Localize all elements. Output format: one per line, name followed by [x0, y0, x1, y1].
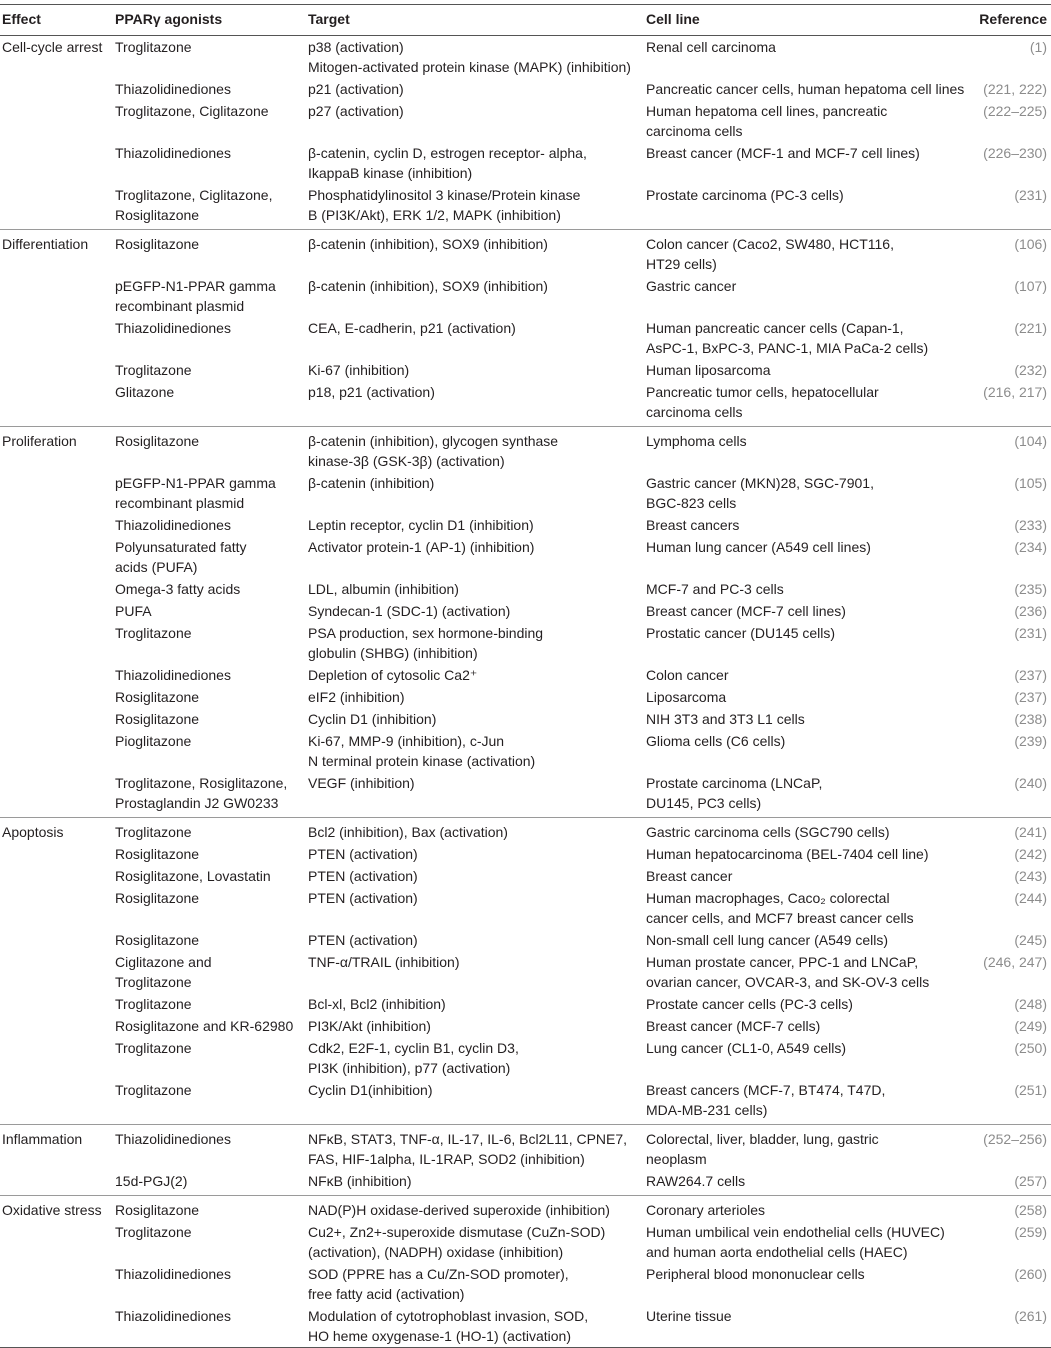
cell-line-cell: Prostate cancer cells (PC-3 cells): [646, 996, 853, 1012]
reference-cell: (232): [1014, 362, 1047, 378]
effect-cell: [0, 536, 115, 578]
effect-cell: [0, 514, 115, 536]
reference-cell: (244): [1014, 890, 1047, 906]
agonist-cell: Pioglitazone: [115, 733, 192, 749]
target-cell: Bcl2 (inhibition), Bax (activation): [308, 818, 646, 844]
cell-line-cell: Breast cancer: [646, 868, 733, 884]
reference-cell: (258): [976, 1196, 1051, 1222]
agonist-cell: Rosiglitazone and KR-62980: [115, 1018, 294, 1034]
effect-cell: [0, 600, 115, 622]
target-cell: p27 (activation): [308, 103, 404, 119]
table-row: [0, 951, 1051, 993]
effect-cell: Oxidative stress: [0, 1196, 115, 1222]
effect-cell: [0, 1037, 115, 1079]
cell-line-cell: Colon cancer: [646, 667, 729, 683]
reference-cell: (250): [1014, 1040, 1047, 1056]
agonist-cell: Thiazolidinediones: [115, 81, 231, 97]
target-cell: VEGF (inhibition): [308, 775, 415, 791]
effect-cell: [0, 686, 115, 708]
table-body: [0, 36, 1051, 1348]
cell-line-cell: Breast cancer (MCF-7 cell lines): [646, 603, 846, 619]
table-row: [0, 772, 1051, 818]
header-agonists: PPARγ agonists: [115, 5, 308, 36]
table-row: [0, 708, 1051, 730]
cell-line-cell: Non-small cell lung cancer (A549 cells): [646, 932, 888, 948]
reference-cell: (231): [1014, 625, 1047, 641]
effect-cell: [0, 381, 115, 427]
table-row: [0, 1037, 1051, 1079]
table-row: [0, 730, 1051, 772]
table-row: [0, 184, 1051, 230]
header-reference: Reference: [976, 5, 1051, 36]
table-row: [0, 275, 1051, 317]
reference-cell: (221, 222): [983, 81, 1047, 97]
cell-line-cell: Prostate carcinoma (PC-3 cells): [646, 187, 844, 203]
effect-cell: [0, 142, 115, 184]
cell-line-cell: RAW264.7 cells: [646, 1173, 746, 1189]
effect-cell: [0, 843, 115, 865]
agonist-cell: Troglitazone, Ciglitazone, Rosiglitazone: [115, 187, 273, 223]
effect-cell: [0, 993, 115, 1015]
cell-line-cell: Glioma cells (C6 cells): [646, 733, 786, 749]
target-cell: Bcl-xl, Bcl2 (inhibition): [308, 996, 446, 1012]
target-cell: NFκB, STAT3, TNF-α, IL-17, IL-6, Bcl2L11, CPNE7, FAS, HIF-1alpha, IL-1RAP, SOD2 (inhibition): [308, 1125, 646, 1171]
table-row: [0, 600, 1051, 622]
agonist-cell: Thiazolidinediones: [115, 320, 231, 336]
cell-line-cell: Breast cancers: [646, 517, 740, 533]
table-header-row: [0, 5, 1051, 36]
cell-line-cell: Prostate carcinoma (LNCaP, DU145, PC3 cells): [646, 775, 823, 811]
agonist-cell: Rosiglitazone: [115, 689, 200, 705]
reference-cell: (105): [1014, 475, 1047, 491]
table-row: [0, 514, 1051, 536]
table-row: [0, 1305, 1051, 1348]
effect-cell: [0, 1263, 115, 1305]
effect-cell: [0, 1015, 115, 1037]
agonist-cell: Troglitazone: [115, 39, 192, 55]
cell-line-cell: Peripheral blood mononuclear cells: [646, 1266, 865, 1282]
agonist-cell: 15d-PGJ(2): [115, 1173, 188, 1189]
agonist-cell: Rosiglitazone: [115, 427, 308, 473]
header-effect: Effect: [0, 5, 115, 36]
cell-line-cell: Human macrophages, Caco₂ colorectal cancer cells, and MCF7 breast cancer cells: [646, 890, 914, 926]
cell-line-cell: Human hepatoma cell lines, pancreatic carcinoma cells: [646, 103, 888, 139]
table-row: [0, 142, 1051, 184]
cell-line-cell: MCF-7 and PC-3 cells: [646, 581, 784, 597]
cell-line-cell: Renal cell carcinoma: [646, 39, 776, 55]
effect-cell: Differentiation: [0, 230, 115, 276]
effect-cell: [0, 472, 115, 514]
cell-line-cell: Gastric cancer: [646, 278, 737, 294]
reference-cell: (259): [1014, 1224, 1047, 1240]
table-row: [0, 1263, 1051, 1305]
target-cell: β-catenin (inhibition), SOX9 (inhibition): [308, 230, 646, 276]
reference-cell: (246, 247): [983, 954, 1047, 970]
agonist-cell: pEGFP-N1-PPAR gamma recombinant plasmid: [115, 475, 276, 511]
ppar-agonists-table: [0, 4, 1051, 1348]
cell-line-cell: Lymphoma cells: [646, 427, 976, 473]
effect-cell: [0, 275, 115, 317]
reference-cell: (237): [1014, 667, 1047, 683]
effect-cell: [0, 1170, 115, 1196]
reference-cell: (261): [976, 1305, 1051, 1348]
target-cell: β-catenin (inhibition): [308, 475, 435, 491]
target-cell: β-catenin, cyclin D, estrogen receptor- alpha, IkappaB kinase (inhibition): [308, 145, 587, 181]
reference-cell: (236): [1014, 603, 1047, 619]
target-cell: Cdk2, E2F-1, cyclin B1, cyclin D3, PI3K (inhibition), p77 (activation): [308, 1040, 519, 1076]
target-cell: PTEN (activation): [308, 846, 418, 862]
table-row: [0, 472, 1051, 514]
agonist-cell: PUFA: [115, 603, 152, 619]
reference-cell: (243): [1014, 868, 1047, 884]
target-cell: β-catenin (inhibition), glycogen synthase kinase-3β (GSK-3β) (activation): [308, 427, 646, 473]
effect-cell: [0, 78, 115, 100]
table-row: [0, 578, 1051, 600]
table-row: [0, 359, 1051, 381]
agonist-cell: Glitazone: [115, 384, 175, 400]
target-cell: eIF2 (inhibition): [308, 689, 405, 705]
reference-cell: (221): [1014, 320, 1047, 336]
reference-cell: (257): [1014, 1173, 1047, 1189]
header-target: Target: [308, 5, 646, 36]
agonist-cell: Rosiglitazone: [115, 230, 308, 276]
cell-line-cell: Pancreatic tumor cells, hepatocellular carcinoma cells: [646, 384, 879, 420]
agonist-cell: Polyunsaturated fatty acids (PUFA): [115, 539, 247, 575]
agonist-cell: Rosiglitazone: [115, 711, 200, 727]
target-cell: p18, p21 (activation): [308, 384, 435, 400]
cell-line-cell: Human prostate cancer, PPC-1 and LNCaP, ovarian cancer, OVCAR-3, and SK-OV-3 cells: [646, 954, 930, 990]
table-row: [0, 929, 1051, 951]
table-row: [0, 865, 1051, 887]
reference-cell: (107): [1014, 278, 1047, 294]
reference-cell: (106): [976, 230, 1051, 276]
table-row: [0, 230, 1051, 276]
table-row: [0, 78, 1051, 100]
target-cell: Cu2+, Zn2+-superoxide dismutase (CuZn-SOD) (activation), (NADPH) oxidase (inhibition): [308, 1224, 606, 1260]
table-row: [0, 36, 1051, 79]
target-cell: CEA, E-cadherin, p21 (activation): [308, 320, 516, 336]
agonist-cell: Thiazolidinediones: [115, 667, 231, 683]
target-cell: Ki-67 (inhibition): [308, 362, 410, 378]
effect-cell: [0, 951, 115, 993]
effect-cell: [0, 359, 115, 381]
table-row: [0, 1079, 1051, 1125]
target-cell: p21 (activation): [308, 81, 404, 97]
table-row: [0, 536, 1051, 578]
reference-cell: (234): [1014, 539, 1047, 555]
target-cell: β-catenin (inhibition), SOX9 (inhibition): [308, 278, 548, 294]
effect-cell: Cell-cycle arrest: [2, 39, 103, 55]
agonist-cell: Thiazolidinediones: [115, 1305, 308, 1348]
table-row: [0, 843, 1051, 865]
cell-line-cell: Breast cancer (MCF-7 cells): [646, 1018, 821, 1034]
effect-cell: [0, 664, 115, 686]
reference-cell: (239): [1014, 733, 1047, 749]
effect-cell: Apoptosis: [0, 818, 115, 844]
reference-cell: (245): [1014, 932, 1047, 948]
effect-cell: [0, 184, 115, 230]
reference-cell: (249): [1014, 1018, 1047, 1034]
agonist-cell: Rosiglitazone: [115, 846, 200, 862]
agonist-cell: Troglitazone: [115, 625, 192, 641]
effect-cell: [0, 865, 115, 887]
agonist-cell: pEGFP-N1-PPAR gamma recombinant plasmid: [115, 278, 276, 314]
agonist-cell: Thiazolidinediones: [115, 145, 231, 161]
reference-cell: (1): [1029, 39, 1047, 55]
agonist-cell: Rosiglitazone: [115, 1196, 308, 1222]
target-cell: Cyclin D1 (inhibition): [308, 711, 437, 727]
table-row: [0, 1125, 1051, 1171]
agonist-cell: Troglitazone, Ciglitazone: [115, 103, 269, 119]
target-cell: Cyclin D1(inhibition): [308, 1082, 433, 1098]
target-cell: PTEN (activation): [308, 868, 418, 884]
cell-line-cell: Pancreatic cancer cells, human hepatoma cell lines: [646, 81, 965, 97]
agonist-cell: Thiazolidinediones: [115, 1266, 231, 1282]
reference-cell: (248): [1014, 996, 1047, 1012]
table-row: [0, 622, 1051, 664]
target-cell: PTEN (activation): [308, 890, 418, 906]
target-cell: TNF-α/TRAIL (inhibition): [308, 954, 460, 970]
reference-cell: (240): [1014, 775, 1047, 791]
target-cell: Depletion of cytosolic Ca2⁺: [308, 667, 478, 683]
cell-line-cell: Human pancreatic cancer cells (Capan-1, AsPC-1, BxPC-3, PANC-1, MIA PaCa-2 cells): [646, 320, 929, 356]
cell-line-cell: NIH 3T3 and 3T3 L1 cells: [646, 711, 805, 727]
agonist-cell: Troglitazone: [115, 1224, 192, 1240]
cell-line-cell: Gastric carcinoma cells (SGC790 cells): [646, 818, 976, 844]
table-row: [0, 686, 1051, 708]
target-cell: Ki-67, MMP-9 (inhibition), c-Jun N terminal protein kinase (activation): [308, 733, 536, 769]
effect-cell: [0, 578, 115, 600]
effect-cell: [0, 1305, 115, 1348]
table-row: [0, 427, 1051, 473]
effect-cell: [0, 1079, 115, 1125]
effect-cell: [0, 622, 115, 664]
effect-cell: [0, 887, 115, 929]
table-row: [0, 100, 1051, 142]
agonist-cell: Thiazolidinediones: [115, 1125, 308, 1171]
effect-cell: [0, 929, 115, 951]
cell-line-cell: Human liposarcoma: [646, 362, 771, 378]
agonist-cell: Ciglitazone and Troglitazone: [115, 954, 212, 990]
effect-cell: [0, 317, 115, 359]
reference-cell: (231): [1014, 187, 1047, 203]
target-cell: Leptin receptor, cyclin D1 (inhibition): [308, 517, 534, 533]
table-row: [0, 1196, 1051, 1222]
reference-cell: (233): [1014, 517, 1047, 533]
reference-cell: (238): [1014, 711, 1047, 727]
effect-cell: [0, 708, 115, 730]
target-cell: Modulation of cytotrophoblast invasion, SOD, HO heme oxygenase-1 (HO-1) (activation): [308, 1305, 646, 1348]
cell-line-cell: Human umbilical vein endothelial cells (HUVEC) and human aorta endothelial cells (HAEC): [646, 1224, 945, 1260]
agonist-cell: Troglitazone: [115, 818, 308, 844]
target-cell: LDL, albumin (inhibition): [308, 581, 459, 597]
target-cell: Phosphatidylinositol 3 kinase/Protein kinase B (PI3K/Akt), ERK 1/2, MAPK (inhibition): [308, 187, 581, 223]
target-cell: NAD(P)H oxidase-derived superoxide (inhibition): [308, 1196, 646, 1222]
reference-cell: (252–256): [976, 1125, 1051, 1171]
agonist-cell: Rosiglitazone: [115, 890, 200, 906]
agonist-cell: Troglitazone: [115, 1082, 192, 1098]
target-cell: Syndecan-1 (SDC-1) (activation): [308, 603, 511, 619]
table-row: [0, 993, 1051, 1015]
table-row: [0, 381, 1051, 427]
table-row: [0, 664, 1051, 686]
reference-cell: (237): [1014, 689, 1047, 705]
table-row: [0, 1015, 1051, 1037]
effect-cell: [0, 730, 115, 772]
agonist-cell: Troglitazone, Rosiglitazone, Prostaglandin J2 GW0233: [115, 775, 288, 811]
table-row: [0, 1221, 1051, 1263]
reference-cell: (251): [1014, 1082, 1047, 1098]
cell-line-cell: Lung cancer (CL1-0, A549 cells): [646, 1040, 846, 1056]
target-cell: NFκB (inhibition): [308, 1173, 412, 1189]
cell-line-cell: Breast cancer (MCF-1 and MCF-7 cell lines): [646, 145, 920, 161]
cell-line-cell: Breast cancers (MCF-7, BT474, T47D, MDA-MB-231 cells): [646, 1082, 886, 1118]
reference-cell: (226–230): [983, 145, 1047, 161]
effect-cell: Inflammation: [0, 1125, 115, 1171]
reference-cell: (222–225): [983, 103, 1047, 119]
reference-cell: (260): [1014, 1266, 1047, 1282]
reference-cell: (242): [1014, 846, 1047, 862]
target-cell: PI3K/Akt (inhibition): [308, 1018, 431, 1034]
cell-line-cell: Prostatic cancer (DU145 cells): [646, 625, 836, 641]
cell-line-cell: Colorectal, liver, bladder, lung, gastric neoplasm: [646, 1125, 976, 1171]
cell-line-cell: Human lung cancer (A549 cell lines): [646, 539, 871, 555]
table-row: [0, 1170, 1051, 1196]
cell-line-cell: Colon cancer (Caco2, SW480, HCT116, HT29 cells): [646, 230, 976, 276]
agonist-cell: Thiazolidinediones: [115, 517, 231, 533]
header-cell-line: Cell line: [646, 5, 976, 36]
reference-cell: (216, 217): [983, 384, 1047, 400]
effect-cell: [0, 772, 115, 818]
reference-cell: (104): [976, 427, 1051, 473]
cell-line-cell: Gastric cancer (MKN)28, SGC-7901, BGC-823 cells: [646, 475, 874, 511]
reference-cell: (235): [1014, 581, 1047, 597]
target-cell: PTEN (activation): [308, 932, 418, 948]
cell-line-cell: Uterine tissue: [646, 1305, 976, 1348]
agonist-cell: Omega-3 fatty acids: [115, 581, 241, 597]
table-row: [0, 887, 1051, 929]
cell-line-cell: Liposarcoma: [646, 689, 727, 705]
effect-cell: [0, 100, 115, 142]
effect-cell: [0, 1221, 115, 1263]
reference-cell: (241): [976, 818, 1051, 844]
agonist-cell: Troglitazone: [115, 362, 192, 378]
table-row: [0, 818, 1051, 844]
table-row: [0, 317, 1051, 359]
agonist-cell: Troglitazone: [115, 996, 192, 1012]
agonist-cell: Rosiglitazone, Lovastatin: [115, 868, 271, 884]
target-cell: SOD (PPRE has a Cu/Zn-SOD promoter), free fatty acid (activation): [308, 1266, 569, 1302]
effect-cell: Proliferation: [0, 427, 115, 473]
cell-line-cell: Coronary arterioles: [646, 1196, 976, 1222]
cell-line-cell: Human hepatocarcinoma (BEL-7404 cell line): [646, 846, 929, 862]
agonist-cell: Troglitazone: [115, 1040, 192, 1056]
agonist-cell: Rosiglitazone: [115, 932, 200, 948]
target-cell: PSA production, sex hormone-binding globulin (SHBG) (inhibition): [308, 625, 544, 661]
target-cell: Activator protein-1 (AP-1) (inhibition): [308, 539, 535, 555]
target-cell: p38 (activation) Mitogen-activated protein kinase (MAPK) (inhibition): [308, 39, 631, 75]
